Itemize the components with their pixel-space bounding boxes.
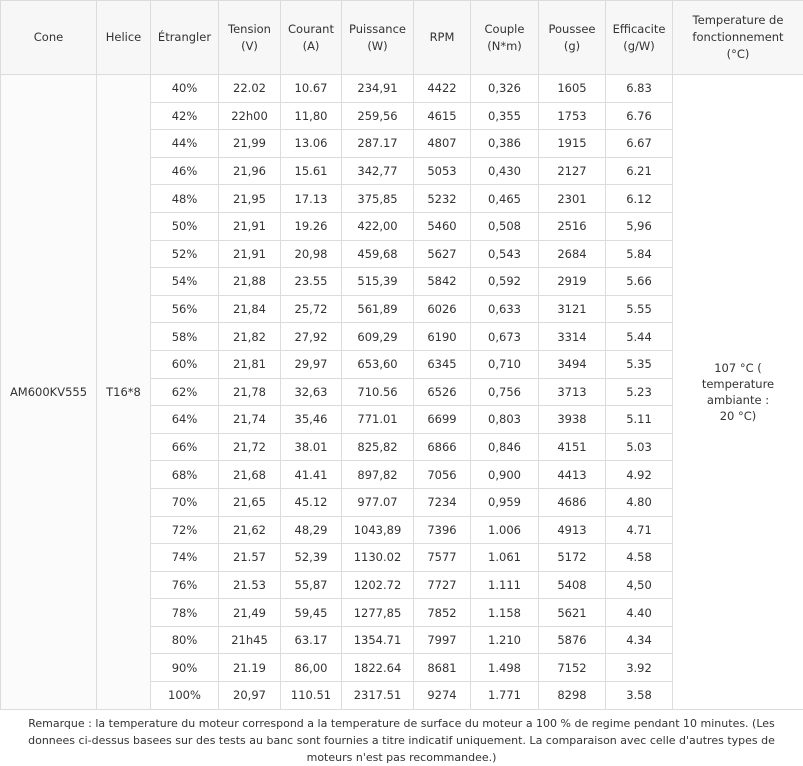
- power-cell: 259,56: [342, 102, 414, 130]
- rpm-cell: 7727: [414, 571, 471, 599]
- power-cell: 710.56: [342, 378, 414, 406]
- throttle-cell: 90%: [151, 654, 219, 682]
- temperature-line: 107 °C (: [679, 360, 797, 376]
- current-cell: 55,87: [281, 571, 342, 599]
- efficiency-cell: 5.23: [606, 378, 673, 406]
- current-cell: 35,46: [281, 406, 342, 434]
- voltage-cell: 22.02: [219, 75, 281, 103]
- voltage-cell: 21,78: [219, 378, 281, 406]
- rpm-cell: 5627: [414, 240, 471, 268]
- power-cell: 422,00: [342, 212, 414, 240]
- table-body: [1, 75, 803, 710]
- current-cell: 38.01: [281, 433, 342, 461]
- current-cell: 32,63: [281, 378, 342, 406]
- efficiency-cell: 5.03: [606, 433, 673, 461]
- efficiency-cell: 4.34: [606, 626, 673, 654]
- voltage-cell: 21,72: [219, 433, 281, 461]
- rpm-cell: 6345: [414, 350, 471, 378]
- cone-cell: AM600KV555: [1, 75, 97, 710]
- rpm-cell: 7997: [414, 626, 471, 654]
- current-cell: 48,29: [281, 516, 342, 544]
- efficiency-cell: 4.80: [606, 488, 673, 516]
- current-cell: 29,97: [281, 350, 342, 378]
- current-cell: 17.13: [281, 185, 342, 213]
- power-cell: 342,77: [342, 157, 414, 185]
- torque-cell: 0,355: [471, 102, 539, 130]
- voltage-cell: 21h45: [219, 626, 281, 654]
- torque-cell: 0,592: [471, 268, 539, 296]
- column-header-temperature: [673, 1, 803, 75]
- throttle-cell: 62%: [151, 378, 219, 406]
- thrust-cell: 1605: [539, 75, 606, 103]
- voltage-cell: 21,74: [219, 406, 281, 434]
- throttle-cell: 68%: [151, 461, 219, 489]
- efficiency-cell: 6.12: [606, 185, 673, 213]
- voltage-cell: 21.57: [219, 544, 281, 572]
- thrust-cell: 8298: [539, 682, 606, 710]
- voltage-cell: 21,91: [219, 240, 281, 268]
- power-cell: 653,60: [342, 350, 414, 378]
- current-cell: 25,72: [281, 295, 342, 323]
- current-cell: 27,92: [281, 323, 342, 351]
- current-cell: 110.51: [281, 682, 342, 710]
- current-cell: 15.61: [281, 157, 342, 185]
- power-cell: 287.17: [342, 130, 414, 158]
- efficiency-cell: 5,96: [606, 212, 673, 240]
- torque-cell: 0,508: [471, 212, 539, 240]
- torque-cell: 1.061: [471, 544, 539, 572]
- power-cell: 2317.51: [342, 682, 414, 710]
- column-header-line: (W): [342, 38, 413, 55]
- voltage-cell: 21,88: [219, 268, 281, 296]
- thrust-cell: 4413: [539, 461, 606, 489]
- rpm-cell: 6699: [414, 406, 471, 434]
- efficiency-cell: 5.66: [606, 268, 673, 296]
- rpm-cell: 6526: [414, 378, 471, 406]
- thrust-cell: 3713: [539, 378, 606, 406]
- throttle-cell: 58%: [151, 323, 219, 351]
- column-header-line: Helice: [97, 29, 150, 46]
- current-cell: 23.55: [281, 268, 342, 296]
- torque-cell: 0,633: [471, 295, 539, 323]
- power-cell: 771.01: [342, 406, 414, 434]
- torque-cell: 0,803: [471, 406, 539, 434]
- throttle-cell: 40%: [151, 75, 219, 103]
- column-header-etrangler: [151, 1, 219, 75]
- thrust-cell: 4686: [539, 488, 606, 516]
- thrust-cell: 3938: [539, 406, 606, 434]
- torque-cell: 1.210: [471, 626, 539, 654]
- column-header-helice: [97, 1, 151, 75]
- thrust-cell: 3314: [539, 323, 606, 351]
- column-header-line: Courant: [281, 21, 341, 38]
- torque-cell: 0,846: [471, 433, 539, 461]
- rpm-cell: 7852: [414, 599, 471, 627]
- efficiency-cell: 6.21: [606, 157, 673, 185]
- rpm-cell: 7234: [414, 488, 471, 516]
- rpm-cell: 6026: [414, 295, 471, 323]
- column-header-tension: [219, 1, 281, 75]
- rpm-cell: 4807: [414, 130, 471, 158]
- power-cell: 1130.02: [342, 544, 414, 572]
- column-header-line: (g/W): [606, 38, 672, 55]
- thrust-cell: 5621: [539, 599, 606, 627]
- header-row: [1, 1, 803, 75]
- throttle-cell: 72%: [151, 516, 219, 544]
- throttle-cell: 80%: [151, 626, 219, 654]
- efficiency-cell: 5.55: [606, 295, 673, 323]
- thrust-cell: 5408: [539, 571, 606, 599]
- rpm-cell: 9274: [414, 682, 471, 710]
- throttle-cell: 74%: [151, 544, 219, 572]
- column-header-line: Étrangler: [151, 29, 218, 46]
- torque-cell: 0,386: [471, 130, 539, 158]
- column-header-line: (g): [539, 38, 605, 55]
- column-header-cone: [1, 1, 97, 75]
- temperature-cell: [673, 75, 803, 710]
- thrust-cell: 2127: [539, 157, 606, 185]
- power-cell: 1043,89: [342, 516, 414, 544]
- thrust-cell: 1753: [539, 102, 606, 130]
- throttle-cell: 56%: [151, 295, 219, 323]
- column-header-line: (N*m): [471, 38, 538, 55]
- power-cell: 609,29: [342, 323, 414, 351]
- rpm-cell: 7396: [414, 516, 471, 544]
- power-cell: 825,82: [342, 433, 414, 461]
- thrust-cell: 2516: [539, 212, 606, 240]
- temperature-line: 20 °C): [679, 408, 797, 424]
- rpm-cell: 4615: [414, 102, 471, 130]
- throttle-cell: 76%: [151, 571, 219, 599]
- column-header-line: (A): [281, 38, 341, 55]
- efficiency-cell: 6.76: [606, 102, 673, 130]
- current-cell: 52,39: [281, 544, 342, 572]
- rpm-cell: 7056: [414, 461, 471, 489]
- throttle-cell: 66%: [151, 433, 219, 461]
- torque-cell: 1.158: [471, 599, 539, 627]
- column-header-line: Puissance: [342, 21, 413, 38]
- power-cell: 459,68: [342, 240, 414, 268]
- power-cell: 897,82: [342, 461, 414, 489]
- current-cell: 11,80: [281, 102, 342, 130]
- voltage-cell: 21,81: [219, 350, 281, 378]
- efficiency-cell: 3.58: [606, 682, 673, 710]
- power-cell: 1277,85: [342, 599, 414, 627]
- rpm-cell: 5842: [414, 268, 471, 296]
- voltage-cell: 21,82: [219, 323, 281, 351]
- efficiency-cell: 5.35: [606, 350, 673, 378]
- column-header-line: (°C): [673, 46, 803, 63]
- column-header-line: Poussee: [539, 21, 605, 38]
- torque-cell: 1.006: [471, 516, 539, 544]
- voltage-cell: 21,62: [219, 516, 281, 544]
- torque-cell: 0,326: [471, 75, 539, 103]
- power-cell: 1202.72: [342, 571, 414, 599]
- efficiency-cell: 4.58: [606, 544, 673, 572]
- torque-cell: 0,465: [471, 185, 539, 213]
- column-header-line: fonctionnement: [673, 29, 803, 46]
- column-header-line: Temperature de: [673, 12, 803, 29]
- power-cell: 1822.64: [342, 654, 414, 682]
- efficiency-cell: 5.84: [606, 240, 673, 268]
- efficiency-cell: 4.71: [606, 516, 673, 544]
- thrust-cell: 2684: [539, 240, 606, 268]
- voltage-cell: 20,97: [219, 682, 281, 710]
- voltage-cell: 21,49: [219, 599, 281, 627]
- torque-cell: 0,900: [471, 461, 539, 489]
- column-header-line: Cone: [1, 29, 96, 46]
- throttle-cell: 60%: [151, 350, 219, 378]
- throttle-cell: 100%: [151, 682, 219, 710]
- voltage-cell: 21,84: [219, 295, 281, 323]
- thrust-cell: 3494: [539, 350, 606, 378]
- voltage-cell: 22h00: [219, 102, 281, 130]
- power-cell: 1354.71: [342, 626, 414, 654]
- voltage-cell: 21,99: [219, 130, 281, 158]
- efficiency-cell: 3.92: [606, 654, 673, 682]
- current-cell: 63.17: [281, 626, 342, 654]
- temperature-line: temperature ambiante :: [679, 376, 797, 408]
- rpm-cell: 6866: [414, 433, 471, 461]
- torque-cell: 1.111: [471, 571, 539, 599]
- rpm-cell: 5460: [414, 212, 471, 240]
- column-header-couple: [471, 1, 539, 75]
- efficiency-cell: 4.92: [606, 461, 673, 489]
- column-header-line: (V): [219, 38, 280, 55]
- current-cell: 86,00: [281, 654, 342, 682]
- efficiency-cell: 4.40: [606, 599, 673, 627]
- power-cell: 234,91: [342, 75, 414, 103]
- efficiency-cell: 5.44: [606, 323, 673, 351]
- voltage-cell: 21,96: [219, 157, 281, 185]
- rpm-cell: 4422: [414, 75, 471, 103]
- rpm-cell: 6190: [414, 323, 471, 351]
- throttle-cell: 42%: [151, 102, 219, 130]
- thrust-cell: 2301: [539, 185, 606, 213]
- torque-cell: 0,756: [471, 378, 539, 406]
- throttle-cell: 78%: [151, 599, 219, 627]
- throttle-cell: 70%: [151, 488, 219, 516]
- table-row: [1, 75, 803, 103]
- power-cell: 561,89: [342, 295, 414, 323]
- current-cell: 10.67: [281, 75, 342, 103]
- column-header-line: Couple: [471, 21, 538, 38]
- thrust-cell: 1915: [539, 130, 606, 158]
- voltage-cell: 21,91: [219, 212, 281, 240]
- thrust-cell: 5876: [539, 626, 606, 654]
- column-header-puissance: [342, 1, 414, 75]
- torque-cell: 0,673: [471, 323, 539, 351]
- rpm-cell: 5053: [414, 157, 471, 185]
- current-cell: 13.06: [281, 130, 342, 158]
- efficiency-cell: 6.83: [606, 75, 673, 103]
- torque-cell: 0,430: [471, 157, 539, 185]
- helice-cell: T16*8: [97, 75, 151, 710]
- throttle-cell: 48%: [151, 185, 219, 213]
- voltage-cell: 21,68: [219, 461, 281, 489]
- column-header-line: Tension: [219, 21, 280, 38]
- throttle-cell: 46%: [151, 157, 219, 185]
- power-cell: 375,85: [342, 185, 414, 213]
- thrust-cell: 2919: [539, 268, 606, 296]
- torque-cell: 0,710: [471, 350, 539, 378]
- throttle-cell: 64%: [151, 406, 219, 434]
- throttle-cell: 44%: [151, 130, 219, 158]
- voltage-cell: 21.19: [219, 654, 281, 682]
- column-header-line: Efficacite: [606, 21, 672, 38]
- power-cell: 977.07: [342, 488, 414, 516]
- thrust-cell: 4151: [539, 433, 606, 461]
- throttle-cell: 52%: [151, 240, 219, 268]
- voltage-cell: 21.53: [219, 571, 281, 599]
- thrust-cell: 5172: [539, 544, 606, 572]
- current-cell: 41.41: [281, 461, 342, 489]
- thrust-cell: 3121: [539, 295, 606, 323]
- torque-cell: 0,959: [471, 488, 539, 516]
- power-cell: 515,39: [342, 268, 414, 296]
- throttle-cell: 50%: [151, 212, 219, 240]
- column-header-poussee: [539, 1, 606, 75]
- column-header-rpm: [414, 1, 471, 75]
- current-cell: 45.12: [281, 488, 342, 516]
- column-header-efficacite: [606, 1, 673, 75]
- torque-cell: 1.771: [471, 682, 539, 710]
- efficiency-cell: 5.11: [606, 406, 673, 434]
- torque-cell: 1.498: [471, 654, 539, 682]
- rpm-cell: 7577: [414, 544, 471, 572]
- throttle-cell: 54%: [151, 268, 219, 296]
- column-header-courant: [281, 1, 342, 75]
- voltage-cell: 21,65: [219, 488, 281, 516]
- rpm-cell: 5232: [414, 185, 471, 213]
- thrust-cell: 7152: [539, 654, 606, 682]
- thrust-cell: 4913: [539, 516, 606, 544]
- rpm-cell: 8681: [414, 654, 471, 682]
- column-header-line: RPM: [414, 29, 470, 46]
- efficiency-cell: 6.67: [606, 130, 673, 158]
- current-cell: 20,98: [281, 240, 342, 268]
- torque-cell: 0,543: [471, 240, 539, 268]
- current-cell: 59,45: [281, 599, 342, 627]
- efficiency-cell: 4,50: [606, 571, 673, 599]
- voltage-cell: 21,95: [219, 185, 281, 213]
- footnote-remark: Remarque : la temperature du moteur correspond a la temperature de surface du moteur a 100 % de regime pendant 10 minutes. (Les donnees ci-dessus basees sur des tests au banc sont fournies a titre indicatif uniquement. La comparaison avec celle d'autres types de moteurs n'est pas recommandee.): [0, 709, 803, 763]
- current-cell: 19.26: [281, 212, 342, 240]
